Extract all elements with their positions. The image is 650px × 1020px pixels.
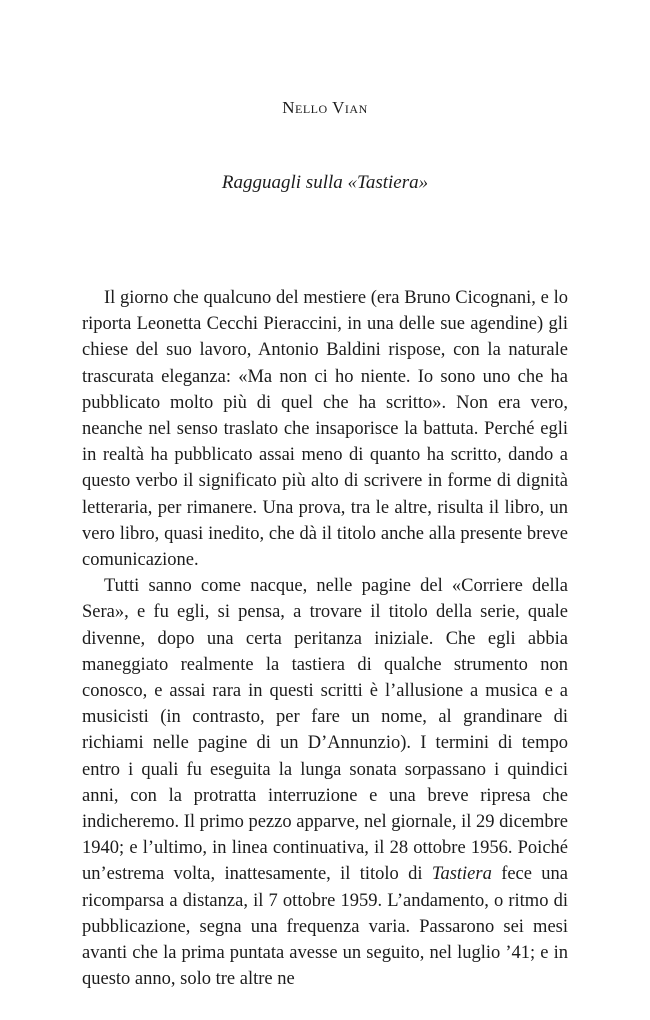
paragraph-2-part-b: fece una ricomparsa a distanza, il 7 ottobre 1959. L’andamento, o ritmo di pubblicazione, segna una frequenza varia. Passarono sei mesi avanti che la prima puntata avesse un seguito, nel luglio ’41; e in questo anno, solo tre altre ne [82,864,569,990]
paragraph-1: Il giorno che qualcuno del mestiere (era Bruno Cicognani, e lo riporta Leonetta Cecchi Pieraccini, in una delle sue agendine) gli chiese del suo lavoro, Antonio Baldini rispose, con la naturale trascurata eleganza: «Ma non ci ho niente. Io sono uno che ha pubblicato molto più di quel che ha scritto». Non era vero, neanche nel senso traslato che insaporisce la battuta. Perché egli in realtà ha pubblicato assai meno di quanto ha scritto, dando a questo verbo il significato più alto di scrivere in forme di dignità letteraria, per rimanere. Una prova, tra le altre, risulta il libro, un vero libro, quasi inedito, che dà il titolo anche alla presente breve comunicazione. [82,288,568,571]
article-title: Ragguagli sulla «Tastiera» [221,172,429,193]
article-body [82,285,568,992]
paragraph-2-part-a: Tutti sanno come nacque, nelle pagine del «Corriere della Sera», e fu egli, si pensa, a trovare il titolo della serie, quale divenne, dopo una certa peritanza iniziale. Che egli abbia maneggiato realmente la tastiera di qualche strumento non conosco, e assai rara in questi scritti è l’allusione a musica e a musicisti (in contrasto, per fare un nome, al grandinare di richiami nelle pagine di un D’Annunzio). I termini di tempo entro i quali fu eseguita la lunga sonata sorpassano i quindici anni, con la protratta interruzione e una breve ripresa che indicheremo. Il primo pezzo apparve, nel giornale, il 29 dicembre 1940; e l’ultimo, in linea continuativa, il 28 ottobre 1956. Poiché un’estrema volta, inattesamente, il titolo di [82,576,568,885]
author-name: Nello Vian [282,98,368,117]
paragraph-2 [82,573,568,992]
italic-title-reference: Tastiera [431,864,492,885]
